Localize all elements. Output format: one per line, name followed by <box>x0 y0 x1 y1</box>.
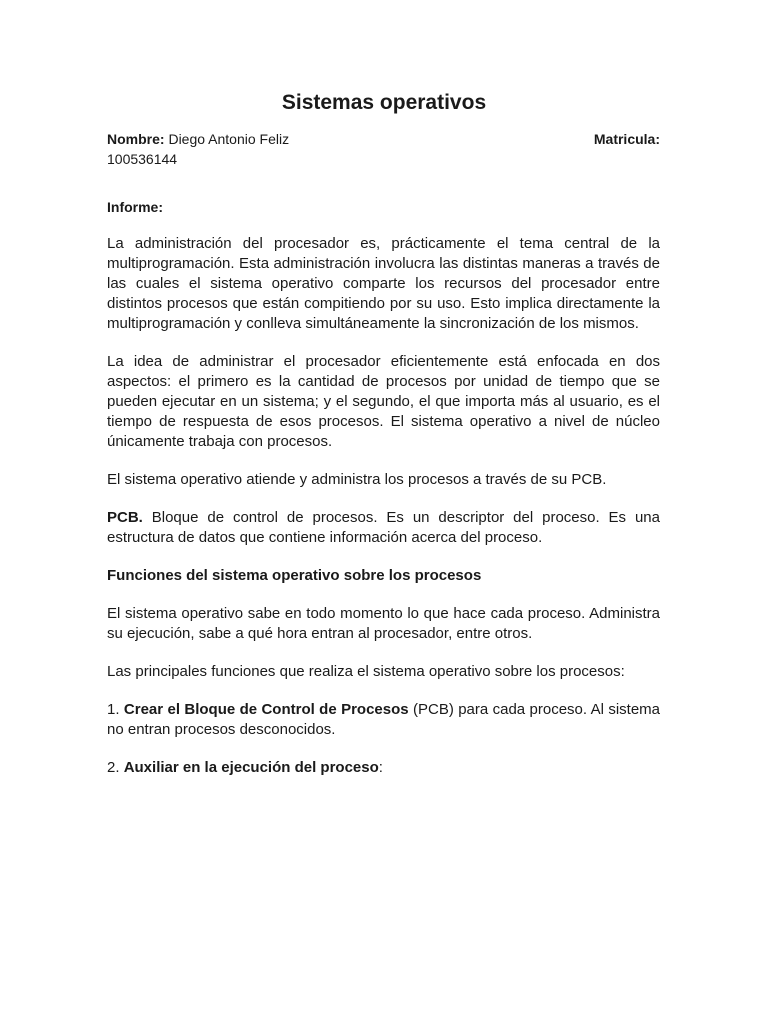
paragraph: Las principales funciones que realiza el sistema operativo sobre los procesos: <box>107 663 625 680</box>
name-label: Nombre: <box>107 131 165 147</box>
section-heading: Funciones del sistema operativo sobre los procesos <box>107 567 482 584</box>
list-item-title: Crear el Bloque de Control de Procesos <box>123 701 409 718</box>
paragraph: El sistema operativo sabe en todo momento lo que hace cada proceso. Administra su ejecución, sabe a qué hora entran al procesador, entre otros. <box>107 605 660 642</box>
list-item-2 <box>107 758 660 778</box>
list-number: 1. <box>107 701 124 718</box>
pcb-definition: Bloque de control de procesos. Es un descriptor del proceso. Es una estructura de datos que contiene información acerca del proceso. <box>107 509 660 546</box>
list-item-title: Auxiliar en la ejecución del proceso <box>123 759 379 776</box>
document-title: Sistemas operativos <box>281 91 487 114</box>
list-number: 2. <box>107 759 124 776</box>
list-item-text: (PCB) para cada proceso. Al sistema no entran procesos desconocidos. <box>107 701 661 738</box>
paragraph: El sistema operativo atiende y administra los procesos a través de su PCB. <box>107 471 607 488</box>
matricula-value: 100536144 <box>107 151 178 167</box>
paragraph: La idea de administrar el procesador eficientemente está enfocada en dos aspectos: el primero es la cantidad de procesos por unidad de tiempo que se pueden ejecutar en un sistema; y el segundo, el que importa más al usuario, es el tiempo de respuesta de esos procesos. El sistema operativo a nivel de núcleo únicamente trabaja con procesos. <box>107 353 660 450</box>
paragraph-pcb <box>107 508 660 548</box>
pcb-term: PCB. <box>107 509 143 526</box>
matricula-label: Matricula: <box>593 131 660 147</box>
list-item-1 <box>107 700 660 740</box>
student-info-line <box>107 131 660 147</box>
name-value: Diego Antonio Feliz <box>164 131 290 147</box>
list-item-text: : <box>378 759 383 776</box>
document-body <box>107 234 660 796</box>
name-field <box>107 131 289 147</box>
paragraph: La administración del procesador es, prácticamente el tema central de la multiprogramación. Esta administración involucra las distintas maneras a través de las cuales el sistema operativo comparte los recursos del procesador entre distintos procesos que están compitiendo por su uso. Esto implica directamente la multiprogramación y conlleva simultáneamente la sincronización de los mismos. <box>107 235 660 332</box>
report-label: Informe: <box>107 199 163 215</box>
